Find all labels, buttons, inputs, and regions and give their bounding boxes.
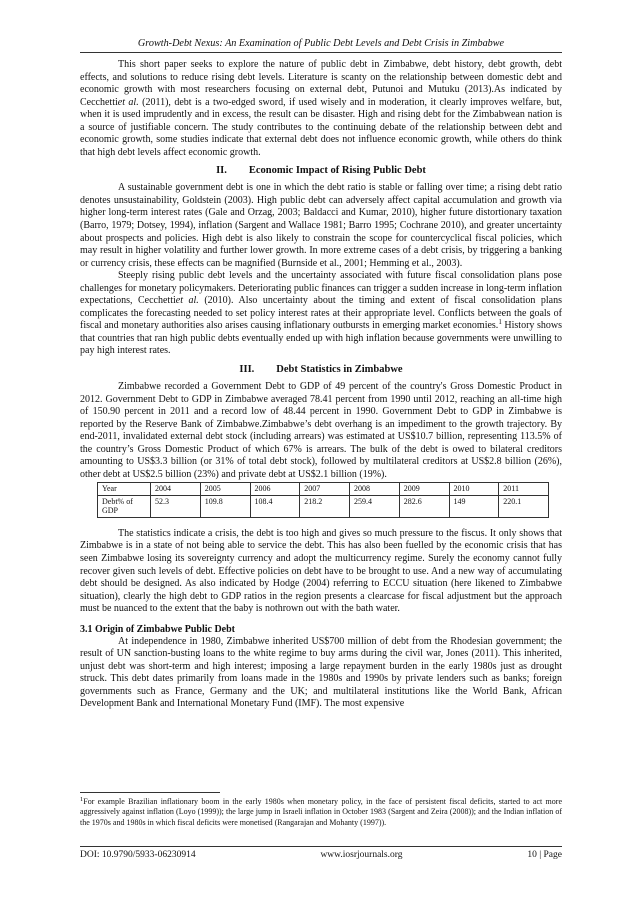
subsection-3-1-paragraph-1: At independence in 1980, Zimbabwe inherited US$700 million of debt from the Rhodesian government; the result of UN sanction-busting loans to the white regime to buy arms during the civil war, Jones (2011). This inherited, unjust debt was short-term and high interest; imposing a large repayment burden in the early 1980s just as drought struck. This debt dates primarily from loans made in the 1980s and 1990s by private lenders such as banks; foreign governments such as France, Germany and the UK; and multilateral institutions like the World Bank, African Development Bank and International Monetary Fund (IMF). The most expensive [80,635,562,710]
table-cell: 109.8 [200,495,250,517]
table-cell: 2004 [151,483,201,496]
footnote-ref-1[interactable]: 1 [498,318,502,327]
table-row-year [98,483,549,496]
table-cell: 2007 [300,483,350,496]
s2p2-text-3: History shows that countries that ran high public debts eventually ended up with high inflation because governments were unwilling to pay high interest rates. [80,320,563,357]
footer-website[interactable]: www.iosrjournals.org [320,850,403,860]
section-2-heading [80,165,562,176]
table-row-debt [98,495,549,517]
table-cell: 2009 [399,483,449,496]
footnote-marker: 1 [80,796,84,803]
footnote-text: For example Brazilian inflationary boom in the early 1980s when monetary policy, in the face of persistent fiscal deficits, started to act more aggressively against inflation (Loyo (1999)); the large jump in Israeli inflation in October 1983 (Sargent and Zeira (2008)); and the Indian inflation of the 1970s and 1980s in which fiscal deficits were monetised (Rangarajan and Mohanty (1997)). [80,797,562,827]
table-cell: 2010 [449,483,499,496]
table-cell: 2008 [350,483,400,496]
table-cell: 220.1 [499,495,549,517]
table-cell: 259.4 [350,495,400,517]
section-2-paragraph-1: A sustainable government debt is one in which the debt ratio is stable or falling over time; a rising debt ratio denotes unsustainability, Goldstein (2003). High public debt can adversely affect capital accumulation and growth via higher long-term interest rates (Gale and Orzag, 2003; Baldacci and Kumar, 2010), higher future distortionary taxation (Barro, 1979; Dotsey, 1994), inflation (Sargent and Wallace 1981; Barro 1995; Cochrane 2010), and greater uncertainty about prospects and policies. High debt is also likely to constrain the scope for countercyclical fiscal policies, which may result in higher volatility and further lower growth. In more extreme cases of a debt crisis, by triggering a banking or currency crisis, these effects can be magnified (Burnside et al., 2001; Hemming et al., 2003). [80,182,562,269]
debt-to-gdp-table [97,482,549,518]
table-cell: 52.3 [151,495,201,517]
table-cell: 282.6 [399,495,449,517]
table-label-debt: Debt% of GDP [98,495,151,517]
s2p2-text-2: (2010). Also uncertainty about the timing and extent of fiscal consolidation plans complicates the forecasting needed to set policy interest rates at their appropriate level. Conflicts between the goals of fiscal and monetary authorities also arises causing inflationary outbursts in emerging market economies. [80,295,563,332]
page-footer [80,850,562,860]
table-cell: 108.4 [250,495,300,517]
subsection-3-1-heading: 3.1 Origin of Zimbabwe Public Debt [80,623,236,635]
header-rule [80,52,562,53]
table-cell: 2005 [200,483,250,496]
section-3-paragraph-2: The statistics indicate a crisis, the debt is too high and gives so much pressure to the fiscus. It only shows that Zimbabwe is in a state of not being able to service the debt. This has also been fuelled by the economic crisis that has seen Zimbabwe losing its sovereignty currency and adopt the multicurrency regime. Surely the economy cannot fully recover given such levels of debt. Effective policies on debt have to be brought to use. And a new way of accumulating debt should be designed. As also indicated by Hodge (2004) referring to ECCU situation (here likened to Zimbabwe situation), clearly the high debt to GDP ratios in the region presents a clearcase for fiscal adjustment but the approach must be nuanced to the extent that the baby is nothrown out with the bath water. [80,527,562,615]
intro-text-2: (2011), debt is a two-edged sword, if used wisely and in moderation, it clearly improves welfare, but, when it is used imprudently and in excess, the result can be disaster. High and rising debt for the Zimbabwean nation is a source of justifiable concern. The study contributes to the continuing debate of the relationship between debt and economic growth, some studies indicate that external debt does not influence economic growth, while others do think that high debt levels affect economic growth. [80,96,562,158]
intro-text-1: This short paper seeks to explore the nature of public debt in Zimbabwe, debt history, debt growth, debt effects, and solutions to reduce rising debt levels. Literature is scanty on the relationship between domestic debt and economic growth with most researchers focusing on external debt, Putunoi and Mutuku (2013).As indicated by Cecchetti [80,59,562,108]
table-cell: 2011 [499,483,549,496]
body-text [80,59,562,711]
table-cell: 218.2 [300,495,350,517]
section-2-title: Economic Impact of Rising Public Debt [248,165,426,177]
footer-doi[interactable]: DOI: 10.9790/5933-06230914 [80,850,196,860]
footer-rule [80,846,562,847]
table-cell: 149 [449,495,499,517]
section-3-heading [80,364,562,375]
footer-page-number: 10 | Page [527,850,562,860]
section-2-number: II. [216,165,227,177]
table-label-year: Year [98,483,151,496]
s2p2-text-1: Steeply rising public debt levels and the uncertainty associated with future fiscal consolidation plans pose challenges for monetary policymakers. Deteriorating public finances can trigger a sudden increase in long-term inflation expectations, Cecchetti [80,270,562,307]
running-head: Growth-Debt Nexus: An Examination of Public Debt Levels and Debt Crisis in Zimbabwe [137,38,505,49]
table-cell: 2006 [250,483,300,496]
footnote-rule [80,792,220,793]
section-3-title: Debt Statistics in Zimbabwe [276,364,403,376]
section-3-number: III. [239,364,255,376]
section-3-paragraph-1: Zimbabwe recorded a Government Debt to GDP of 49 percent of the country's Gross Domestic Product in 2012. Government Debt to GDP in Zimbabwe averaged 78.41 percent from 1990 until 2012, reaching an all-time high of 150.90 percent in 2011 and a record low of 48.44 percent in 1990. Government Debt to GDP in Zimbabwe is reported by the Reserve Bank of Zimbabwe.Zimbabwe’s debt overhang is an impediment to the growth trajectory. By end-2011, invalidated external debt stock (including arrears) was estimated at US$10.7 billion, representing 113.5% of the country’s Gross Domestic Product of which 67% is arrears. The bulk of the debt is owed to bilateral creditors amounting to US$3.3 billion (or 31% of total debt stock), followed by multilateral creditors at US$2.8 billion (26%), other debt at US$2.5 billion (23%) and private debt at US$2.1 billion (19%). [80,381,562,480]
s2p2-et-al: et al. [175,295,199,307]
intro-paragraph [80,59,562,159]
footnote-1 [80,797,562,828]
section-2-paragraph-2 [80,270,562,358]
intro-et-al: et al. [117,96,139,108]
